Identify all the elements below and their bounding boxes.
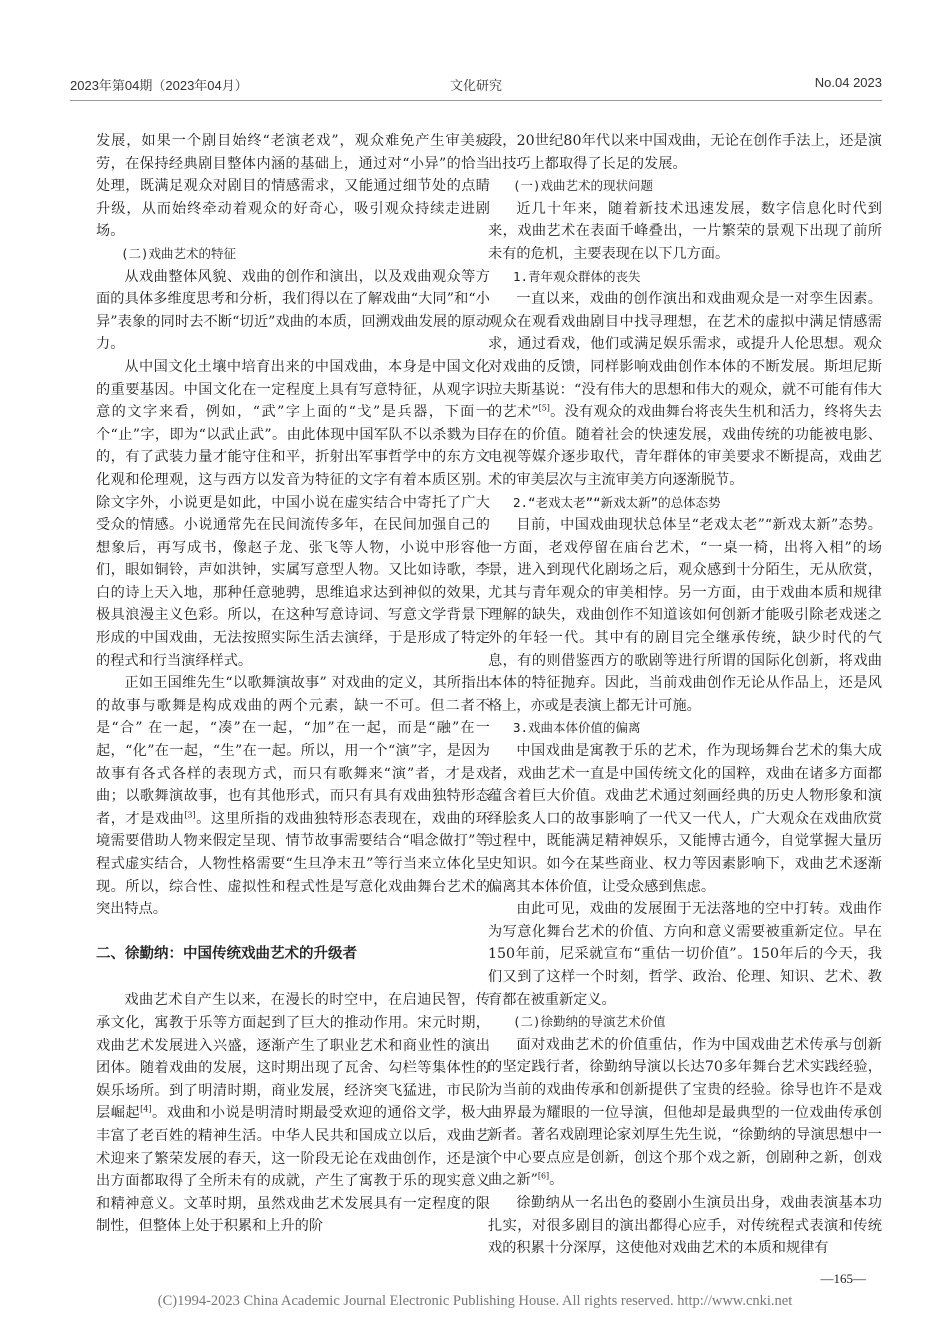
running-header: [70, 75, 882, 101]
subheading-problems: (一)戏曲艺术的现状问题: [513, 178, 654, 194]
paragraph: 由此可见，戏曲的发展囿于无法落地的空中打转。戏曲作为写意化舞台艺术的价值、方向和意义需要被重新定位。早在150年前，尼采就宣布“重估一切价值”。150年后的今天，我们又到了这样一个时刻，哲学、政治、伦理、知识、艺术、教育都在被重新定义。: [488, 901, 882, 1008]
journal-issue: 2023年第04期（2023年04月）: [70, 78, 248, 93]
text: 。这里所指的戏曲独特形态表现在，戏曲的环境需要借助人物来假定呈现、情节故事需要结合“唱念做打”等程式虚实结合，人物性格需要“生旦净末丑”等行当来立体化呈现。所以，综合性、虚拟性和程式性是写意化戏曲舞台艺术的突出特点。: [96, 810, 490, 918]
paragraph: [96, 989, 490, 1238]
subheading-director: (二)徐勤纳的导演艺术价值: [513, 1014, 666, 1030]
paragraph: 段，20世纪80年代以来中国戏曲，无论在创作手法上，还是演出技巧上都取得了长足的发展。: [488, 133, 882, 172]
journal-section: 文化研究: [449, 78, 502, 93]
paragraph: 近几十年来，随着新技术迅速发展，数字信息化时代到来，戏曲艺术在表面千峰叠出，一片繁荣的景观下出现了前所未有的危机，主要表现在以下几方面。: [488, 200, 882, 262]
citation-5[interactable]: [5]: [538, 403, 550, 413]
paragraph: 目前，中国戏曲现状总体呈“老戏太老”“新戏太新”态势。一方面，老戏停留在庙台艺术，“一桌一椅，出将入相”的场景，进入到现代化剧场之后，观众感到十分陌生，无从欣赏，尤其与青年观众的审美相悖。另一方面，由于戏曲本质和规律理解的缺失，戏曲创作不知道该如何创新才能吸引除老戏迷之外的年轻一代。其中有的剧目完全继承传统，缺少时代的气息，有的则借鉴西方的歌剧等进行所谓的国际化创新，将戏曲本体的特征抛弃。因此，当前戏曲创作无论从作品上，还是风格上，亦或是表演上都无计可施。: [488, 517, 882, 714]
issue-number: No.04 2023: [814, 75, 882, 90]
paragraph: 徐勤纳从一名出色的婺剧小生演员出身，戏曲表演基本功扎实，对很多剧目的演出都得心应手，对传统程式表演和传统戏的积累十分深厚，这使他对戏曲艺术的本质和规律有: [488, 1194, 882, 1257]
text: 。没有观众的戏曲舞台将丧失生机和活力，终将失去存在的价值。随着社会的快速发展，戏曲传统的功能被电影、电视等媒介逐步取代，青年群体的审美要求不断提高，戏曲艺术的审美层次与主流审美方向逐渐脱节。: [488, 404, 882, 488]
page-number: —165—: [820, 1271, 866, 1286]
paragraph: [96, 672, 490, 921]
paragraph: 从戏曲整体风貌、戏曲的创作和演出，以及戏曲观众等方面的具体多维度思考和分析，我们得以在了解戏曲“大同”和“小异”表象的同时去不断“切近”戏曲的本质，回溯戏曲发展的原动力。: [96, 268, 490, 353]
text: 。戏曲和小说是明清时期最受欢迎的通俗文学，极大丰富了老百姓的精神生活。中华人民共和国成立以后，戏曲艺术迎来了繁荣发展的春天，这一阶段无论在戏曲创作，还是演出方面都取得了全所未有的成就，产生了寓教于乐的现实意义和精神意义。文革时期，虽然戏曲艺术发展具有一定程度的限制性，但整体上处于积累和上升的阶: [96, 1105, 490, 1235]
paragraph: [488, 288, 882, 491]
right-column: [488, 130, 882, 1260]
section-heading-2: 二、徐勤纳：中国传统戏曲艺术的升级者: [96, 945, 357, 962]
text: 正如王国维先生“以歌舞演故事” 对戏曲的定义，其所指出的故事与歌舞是构成戏曲的两个元素，缺一不可。但二者不是“合” 在一起，“凑”在一起，“加”在一起，而是“融”在一起，“化”在一起，“生”在一起。所以，用一个“演”字，是因为故事有各式各样的表现方式，而只有歌舞来“演”者，才是戏曲；以歌舞演故事，也有其他形式，而只有具有戏曲独特形态者，才是戏曲: [96, 675, 490, 827]
paragraph: 中国戏曲是寓教于乐的艺术，作为现场舞台艺术的集大成者，戏曲艺术一直是中国传统文化的国粹，戏曲在诸多方面都蕴含着巨大价值。戏曲艺术通过刻画经典的历史人物形象和演绎脍炙人口的故事影响了一代又一代人，广大观众在戏曲欣赏过程中，既能满足精神娱乐，又能博古通今，自觉掌握大量历史知识。如今在某些商业、权力等因素影响下，戏曲艺术逐渐偏离其本体价值，让受众感到焦虑。: [488, 743, 882, 895]
header-rule: [70, 100, 882, 101]
paragraph: [488, 1034, 882, 1192]
citation-6[interactable]: [6]: [537, 1171, 550, 1181]
citation-3[interactable]: [3]: [184, 810, 196, 820]
subheading-3: 3.戏曲本体价值的偏离: [513, 720, 641, 736]
text: 一直以来，戏曲的创作演出和戏曲观众是一对孪生因素。观众在观看戏曲剧目中找寻理想，在艺术的虚拟中满足情感需求，通过看戏，他们或满足娱乐需求，或提升人伦思想。观众对戏曲的反馈，同样影响戏曲创作本体的不断发展。斯坦尼斯拉夫斯基说：“没有伟大的思想和伟大的观众，就不可能有伟大的艺术”: [488, 291, 882, 421]
subheading-1: 1.青年观众群体的丧失: [513, 268, 641, 284]
subheading-2: 2.“老戏太老”“新戏太新”的总体态势: [513, 494, 721, 510]
copyright-footer: (C)1994-2023 China Academic Journal Electronic Publishing House. All rights reserved. http://www.cnki.net: [157, 1293, 793, 1309]
left-column: [96, 130, 490, 1238]
paragraph: 从中国文化土壤中培育出来的中国戏曲，本身是中国文化的重要基因。中国文化在一定程度上具有写意特征，从观字识意的文字来看，例如，“武”字上面的“戈”是兵器，下面一个“止”字，即为“以武止武”。由此体现中国军队不以杀戮为目的，有了武装力量才能守住和平，折射出军事哲学中的东方文化观和伦理观，这与西方以发音为特征的文字有着本质区别。除文字外，小说更是如此，中国小说在虚实结合中寄托了广大受众的情感。小说通常先在民间流传多年，在民间加强自己的想象后，再写成书，像赵子龙、张飞等人物，小说中形容他们，眼如铜铃，声如洪钟，实属写意型人物。又比如诗歌，李白的诗上天入地，那种任意驰骋，思维追求达到神似的效果，极具浪漫主义色彩。所以，在这种写意诗词、写意文学背景下形成的中国戏曲，无法按照实际生活去演绎，于是形成了特定的程式和行当演绎样式。: [96, 358, 490, 669]
citation-4[interactable]: [4]: [140, 1104, 152, 1114]
text: 面对戏曲艺术的价值重估，作为中国戏曲艺术传承与创新的坚定践行者，徐勤纳导演以长达70多年舞台艺术实践经验，为当前的戏曲传承和创新提供了宝贵的经验。徐导也许不是戏曲界最为耀眼的一位导演，但他却是最典型的一位戏曲传承创新者。著名戏剧理论家刘厚生先生说，“徐勤纳的导演思想中一个中心要点应是创新，创这个那个戏之新，创剧种之新，创戏曲之新”: [488, 1036, 882, 1189]
subheading-features: (二)戏曲艺术的特征: [121, 245, 237, 261]
paragraph: 发展，如果一个剧目始终“老演老戏”，观众难免产生审美疲劳，在保持经典剧目整体内涵的基础上，通过对“小异”的恰当处理，既满足观众对剧目的情感需求，又能通过细节处的点睛升级，从而始终牵动着观众的好奇心，吸引观众持续走进剧场。: [96, 133, 490, 240]
text: 戏曲艺术自产生以来，在漫长的时空中，在启迪民智，传承文化，寓教于乐等方面起到了巨大的推动作用。宋元时期，戏曲艺术发展进入兴盛，逐渐产生了职业艺术和商业性的演出团体。随着戏曲的发展，这时期出现了瓦舍、勾栏等集体性的娱乐场所。到了明清时期，商业发展，经济突飞猛进，市民阶层崛起: [96, 992, 490, 1122]
text: 。: [549, 1172, 564, 1189]
